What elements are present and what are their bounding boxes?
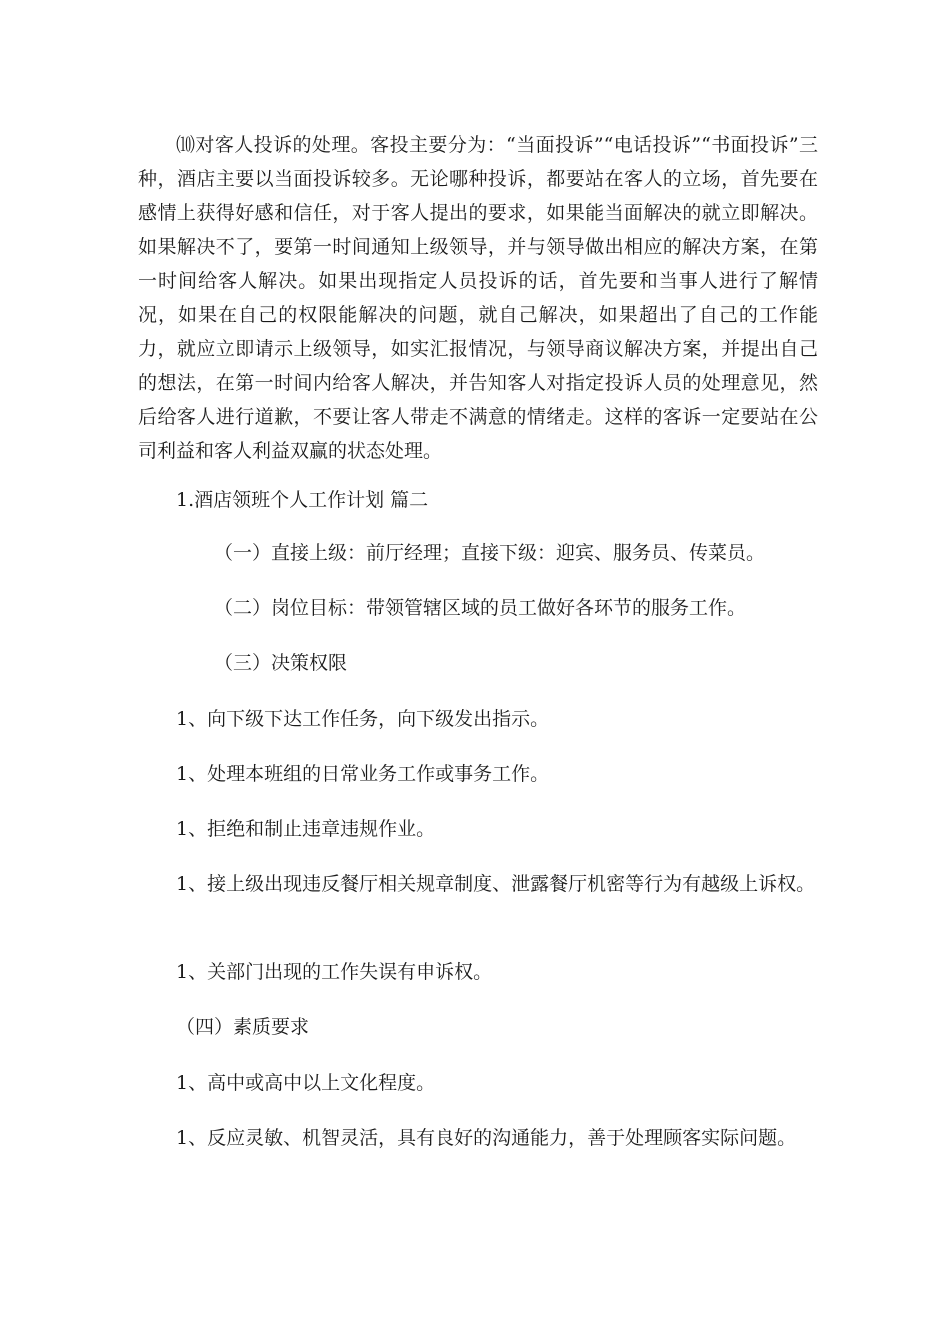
list-item: 1、高中或高中以上文化程度。 (176, 1072, 436, 1094)
decision-authority-heading: （三）决策权限 (214, 652, 348, 674)
reporting-line-item: （一）直接上级：前厅经理；直接下级：迎宾、服务员、传菜员。 (214, 542, 766, 564)
complaint-handling-paragraph: ⑽对客人投诉的处理。客投主要分为：“当面投诉”“电话投诉”“书面投诉”三种，酒店主要以当面投诉较多。无论哪种投诉，都要站在客人的立场，首先要在感情上获得好感和信任，对于客人提出的要求，如果能当面解决的就立即解决。如果解决不了，要第一时间通知上级领导，并与领导做出相应的解决方案，在第一时间给客人解决。如果出现指定人员投诉的话，首先要和当事人进行了解情况，如果在自己的权限能解决的问题，就自己解决，如果超出了自己的工作能力，就应立即请示上级领导，如实汇报情况，与领导商议解决方案，并提出自己的想法，在第一时间内给客人解决，并告知客人对指定投诉人员的处理意见，然后给客人进行道歉，不要让客人带走不满意的情绪走。这样的客诉一定要站在公司利益和客人利益双赢的状态处理。 (138, 134, 818, 462)
section-heading: 1.酒店领班个人工作计划 篇二 (176, 489, 429, 511)
quality-requirements-heading: （四）素质要求 (176, 1016, 310, 1038)
list-item: 1、向下级下达工作任务，向下级发出指示。 (176, 708, 550, 730)
list-item: 1、关部门出现的工作失误有申诉权。 (176, 961, 493, 983)
list-item: 1、反应灵敏、机智灵活，具有良好的沟通能力，善于处理顾客实际问题。 (176, 1127, 797, 1149)
list-item: 1、接上级出现违反餐厅相关规章制度、泄露餐厅机密等行为有越级上诉权。 (176, 873, 816, 895)
position-goal-item: （二）岗位目标：带领管辖区域的员工做好各环节的服务工作。 (214, 597, 747, 619)
list-item: 1、处理本班组的日常业务工作或事务工作。 (176, 763, 550, 785)
list-item: 1、拒绝和制止违章违规作业。 (176, 818, 436, 840)
